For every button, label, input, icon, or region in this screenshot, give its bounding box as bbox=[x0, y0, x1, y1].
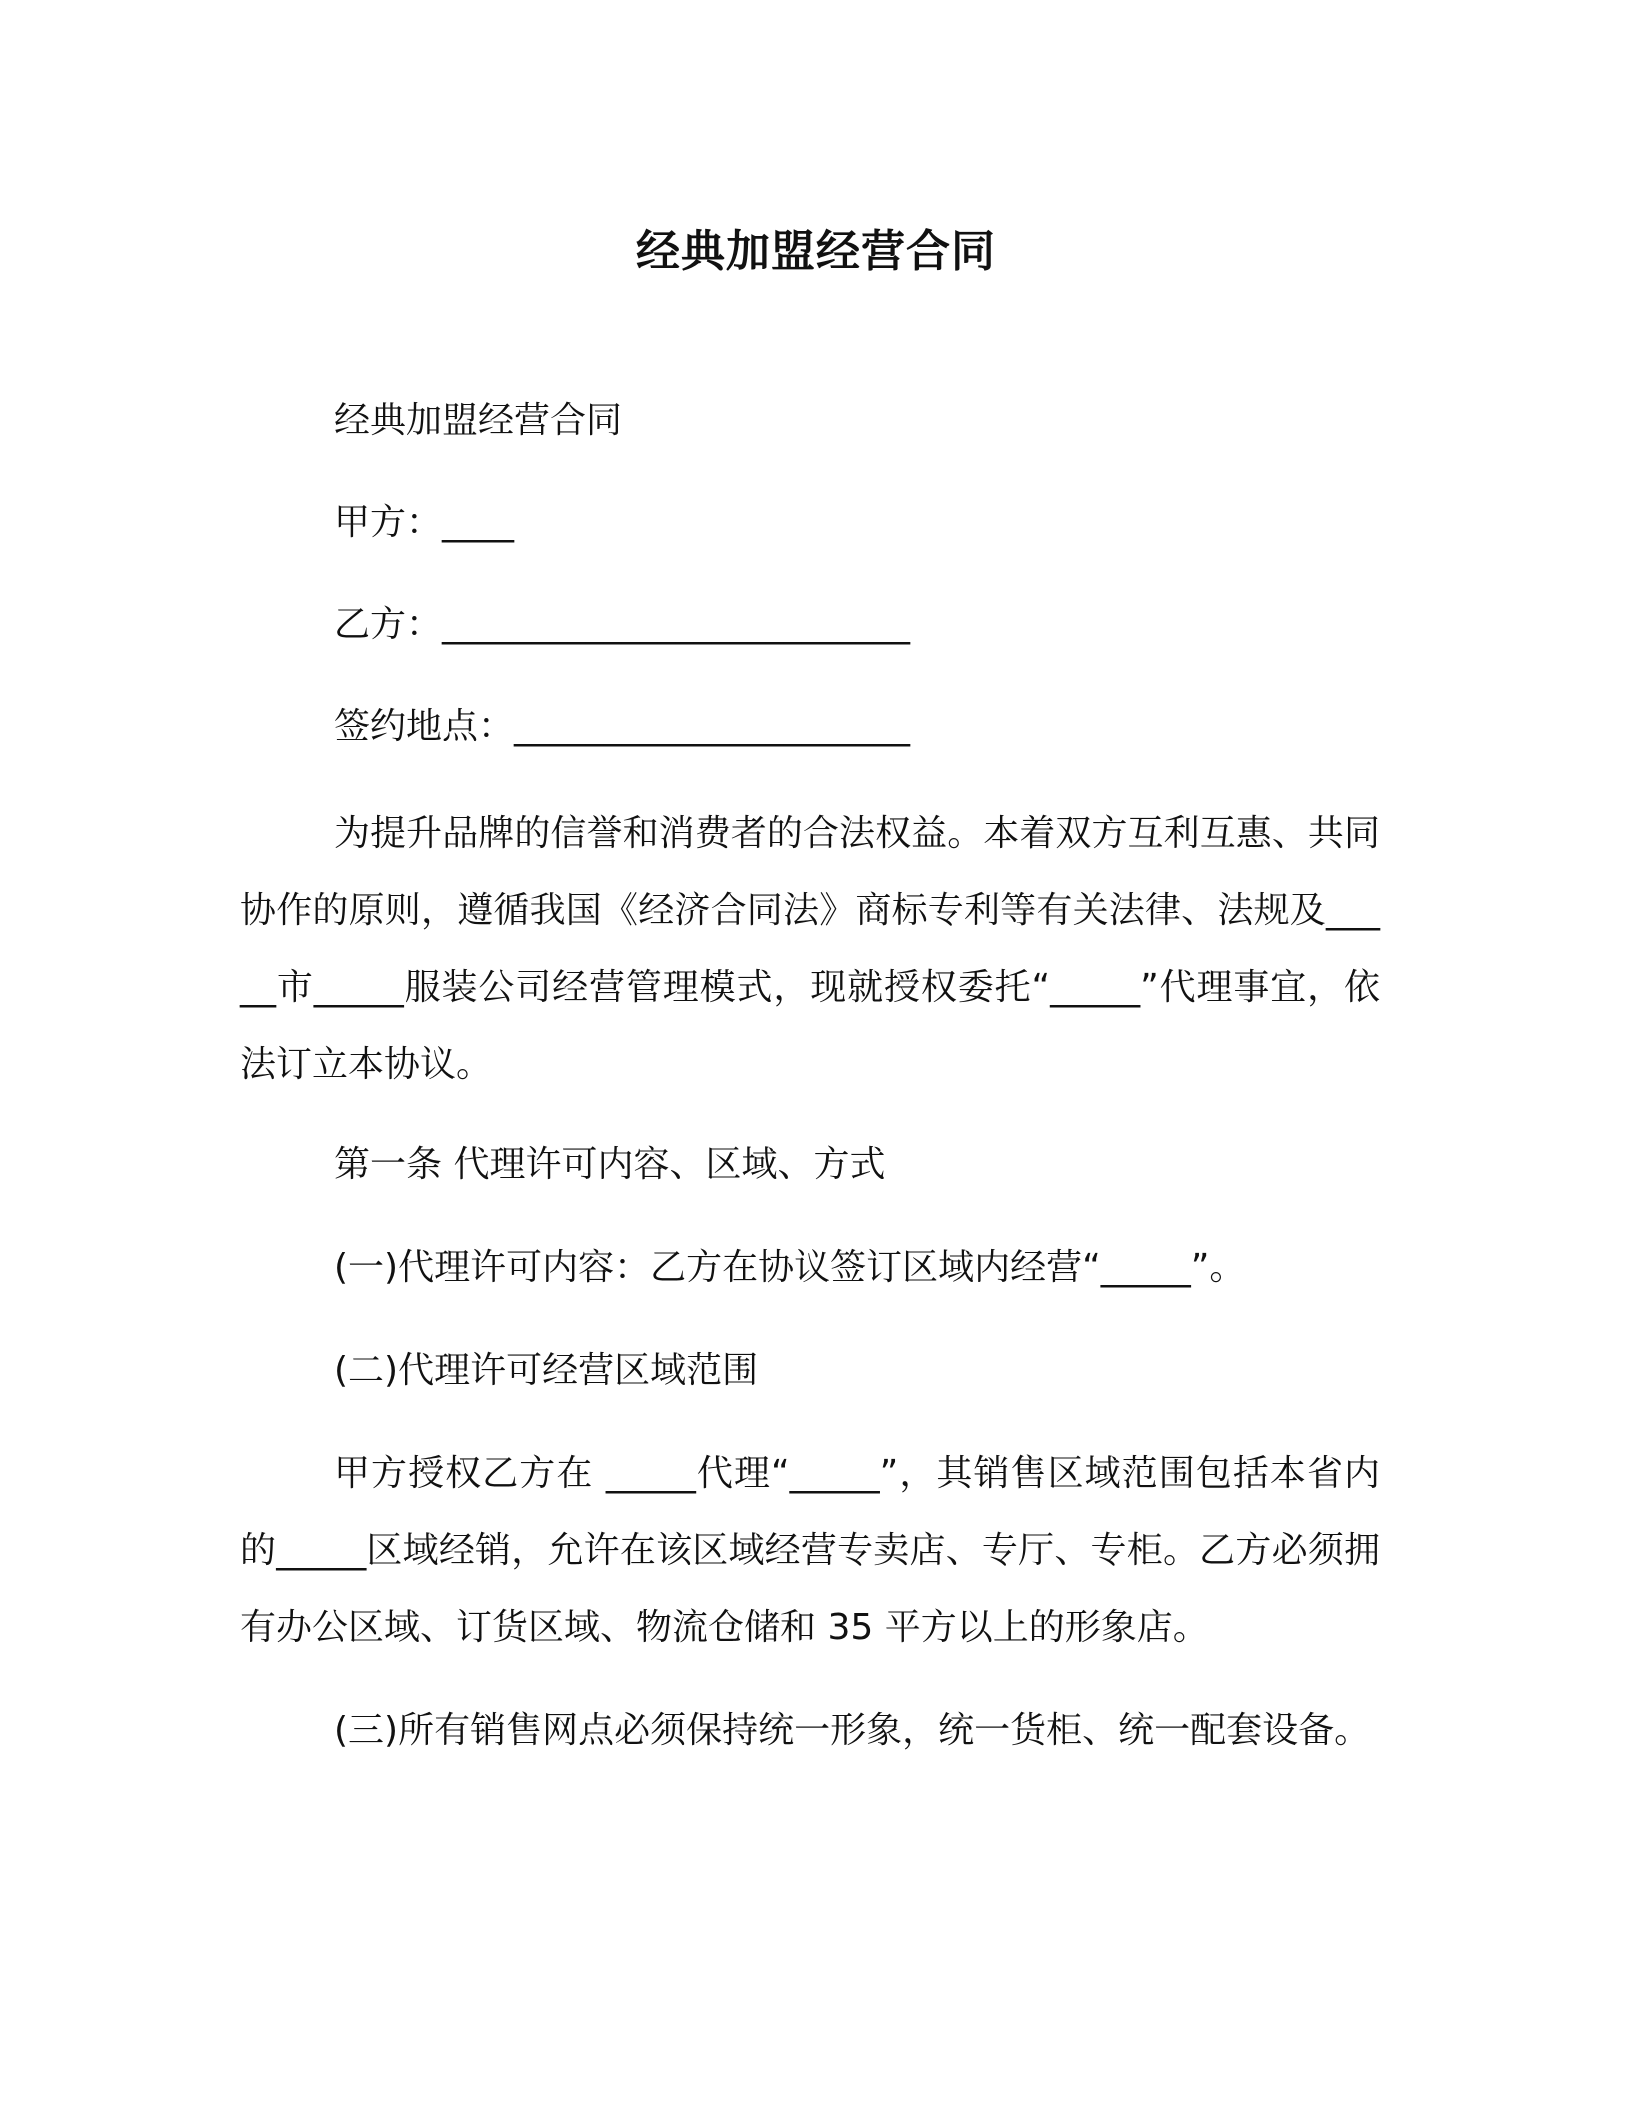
clause-1: (一)代理许可内容：乙方在协议签订区域内经营“_____”。 bbox=[334, 1247, 1246, 1288]
party-a-line: 甲方：____ bbox=[334, 502, 515, 543]
document-title: 经典加盟经营合同 bbox=[636, 226, 996, 277]
preamble-paragraph: 为提升品牌的信誉和消费者的合法权益。本着双方互利互惠、共同协作的原则，遵循我国《经济合同法》商标专利等有关法律、法规及_____市_____服装公司经营管理模式，现就授权委托“_____”代理事宜，依法订立本协议。 bbox=[240, 813, 1380, 1085]
subtitle: 经典加盟经营合同 bbox=[334, 400, 623, 441]
clause-3: (三)所有销售网点必须保持统一形象，统一货柜、统一配套设备。 bbox=[334, 1710, 1371, 1751]
clause-2-block bbox=[240, 1435, 1380, 1666]
clause-2-heading: (二)代理许可经营区域范围 bbox=[334, 1350, 759, 1391]
party-b-line: 乙方：__________________________ bbox=[334, 604, 911, 645]
article-1-heading: 第一条 代理许可内容、区域、方式 bbox=[334, 1144, 886, 1185]
preamble-block bbox=[240, 795, 1380, 1103]
sign-place-line: 签约地点：______________________ bbox=[334, 706, 911, 747]
clause-2-paragraph: 甲方授权乙方在 _____代理“_____”，其销售区域范围包括本省内的_____区域经销，允许在该区域经营专卖店、专厅、专柜。乙方必须拥有办公区域、订货区域、物流仓储和 35 平方以上的形象店。 bbox=[240, 1453, 1380, 1648]
